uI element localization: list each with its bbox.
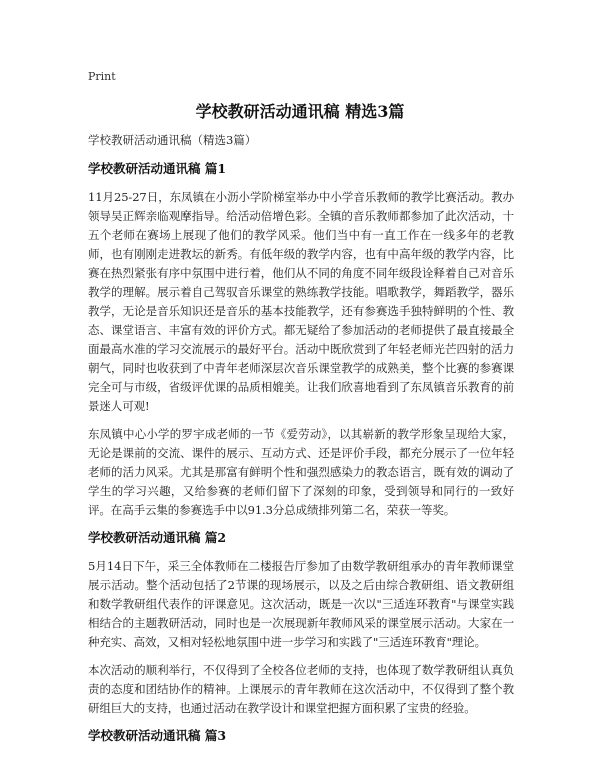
page-title: 学校教研活动通讯稿 精选3篇 bbox=[195, 102, 405, 121]
document-body bbox=[88, 132, 514, 755]
section-1 bbox=[88, 160, 514, 520]
section-3 bbox=[88, 727, 514, 745]
section-2 bbox=[88, 529, 514, 718]
print-link[interactable]: Print bbox=[88, 70, 116, 83]
section-heading: 学校教研活动通讯稿 篇3 bbox=[88, 728, 227, 743]
section-1-paragraph-2: 东凤镇中心小学的罗宇成老师的一节《爱劳动》，以其崭新的教学形象呈现给大家，无论是课前的交流、课件的展示、互动方式、还是评价手段，都充分展示了一位年轻老师的活力风采。尤其是那富有鲜明个性和强烈感染力的教态语言，既有效的调动了学生的学习兴趣，又给参赛的老师们留下了深刻的印象，受到领导和同行的一致好评。在高手云集的参赛选手中以91.3分总成绩排列第二名，荣获一等奖。 bbox=[88, 427, 514, 517]
document-subtitle: 学校教研活动通讯稿（精选3篇） bbox=[88, 133, 257, 147]
section-2-paragraph-2: 本次活动的顺利举行，不仅得到了全校各位老师的支持，也体现了数学教研组认真负责的态度和团结协作的精神。上课展示的青年教师在这次活动中，不仅得到了整个教研组巨大的支持，也通过活动在教学设计和课堂把握方面积累了宝贵的经验。 bbox=[88, 663, 514, 715]
section-heading: 学校教研活动通讯稿 篇2 bbox=[88, 530, 227, 545]
section-2-paragraph-1: 5月14日下午，采三全体教师在二楼报告厅参加了由数学教研组承办的青年教师课堂展示活动。整个活动包括了2节课的现场展示，以及之后由综合教研组、语文教研组和数学教研组代表作的评课意见。这次活动，既是一次以"三适连环教育"与课堂实践相结合的主题教研活动，同时也是一次展现新年教师风采的课堂展示活动。大家在一种充实、高效，又相对轻松地氛围中进一步学习和实践了"三适连环教育"理论。 bbox=[88, 559, 514, 649]
section-heading: 学校教研活动通讯稿 篇1 bbox=[88, 161, 227, 176]
section-1-paragraph-1: 11月25-27日，东凤镇在小沥小学阶梯室举办中小学音乐教师的教学比赛活动。教办领导吴正辉亲临观摩指导。给活动倍增色彩。全镇的音乐教师都参加了此次活动，十五个老师在赛场上展现了他们的教学风采。他们当中有一直工作在一线多年的老教师，也有刚刚走进教坛的新秀。有低年级的教学内容，也有中高年级的教学内容，比赛在热烈紧张有序中氛围中进行着，他们从不同的角度不同年级段诠释着自己对音乐教学的理解。展示着自己驾驭音乐课堂的熟练教学技能。唱歌教学，舞蹈教学，器乐教学，无论是音乐知识还是音乐的基本技能教学，还有参赛选手独特鲜明的个性、教态、课堂语言、丰富有效的评价方式。都无疑给了参加活动的老师提供了最直接最全面最高水准的学习交流展示的最好平台。活动中既欣赏到了年轻老师光芒四射的活力朝气，同时也收获到了中青年老师深层次音乐课堂教学的成熟美，整个比赛的参赛课完全可与市级，省级评优课的品质相媲美。让我们欣喜地看到了东凤镇音乐教育的前景迷人可观! bbox=[88, 190, 514, 413]
